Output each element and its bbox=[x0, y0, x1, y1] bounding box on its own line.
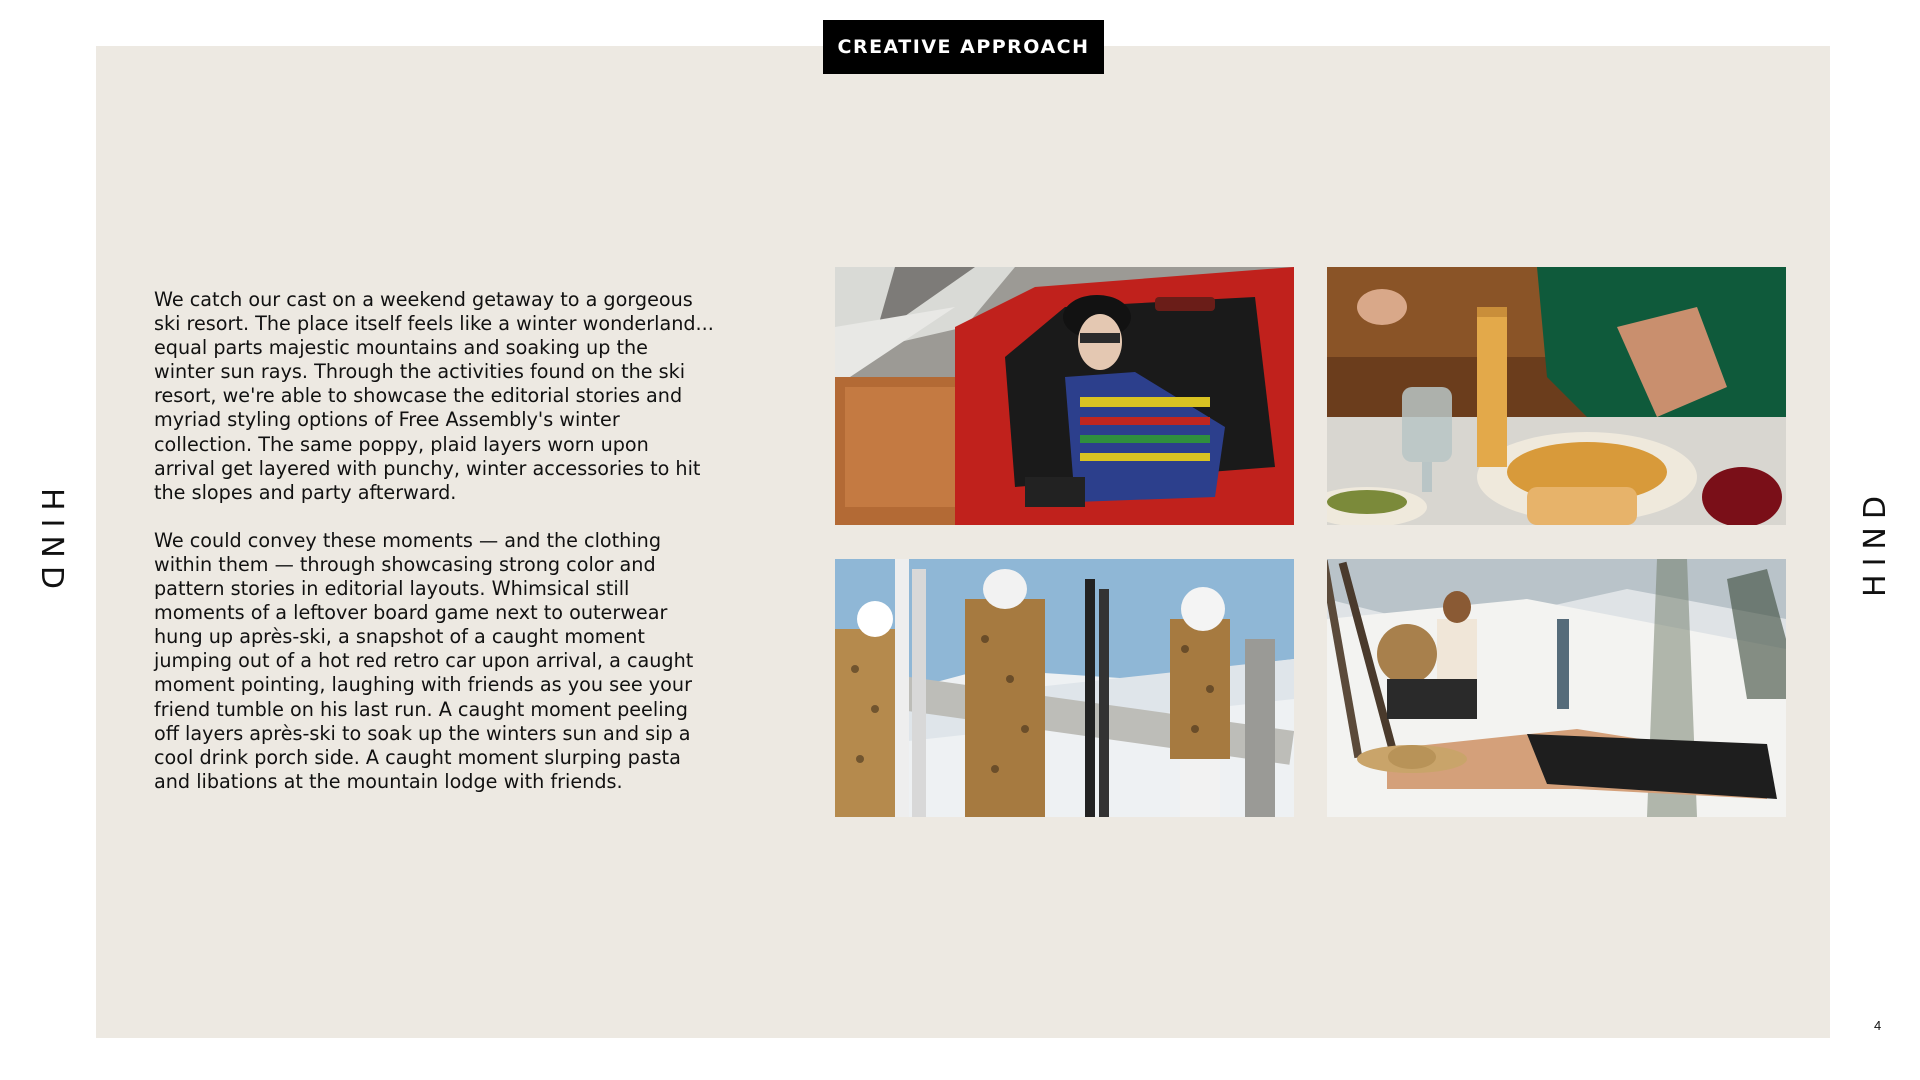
paragraph-1: We catch our cast on a weekend getaway to a gorgeous ski resort. The place itself feels like a winter wonderland... equal parts majestic mountains and soaking up the winter sun rays. Through the activities found on the ski resort, we're able to showcase the editorial stories and myriad styling options of Free Assembly's winter collection. The same poppy, plaid layers worn upon arrival get layered with punchy, winter accessories to hit the slopes and party afterward. bbox=[154, 288, 714, 504]
brand-logo-text: HIND bbox=[33, 487, 69, 597]
brand-logo-left bbox=[33, 487, 69, 597]
sunbathing-snow-photo bbox=[1327, 559, 1786, 817]
page-title: CREATIVE APPROACH bbox=[823, 20, 1104, 74]
body-copy bbox=[154, 288, 714, 818]
brand-logo-text: HIND bbox=[1857, 487, 1893, 597]
paragraph-2: We could convey these moments — and the clothing within them — through showcasing strong color and pattern stories in editorial layouts. Whimsical still moments of a leftover board game next to outerwear hung up après-ski, a snapshot of a caught moment jumping out of a hot red retro car upon arrival, a caught moment pointing, laughing with friends as you see your friend tumble on his last run. A caught moment peeling off layers après-ski to soak up the winters sun and sip a cool drink porch side. A caught moment slurping pasta and libations at the mountain lodge with friends. bbox=[154, 528, 694, 793]
red-car-photo bbox=[835, 267, 1294, 525]
brand-logo-right bbox=[1857, 487, 1893, 597]
page-number: 4 bbox=[1874, 1018, 1882, 1033]
pasta-dinner-photo bbox=[1327, 267, 1786, 525]
leopard-skiers-photo bbox=[835, 559, 1294, 817]
